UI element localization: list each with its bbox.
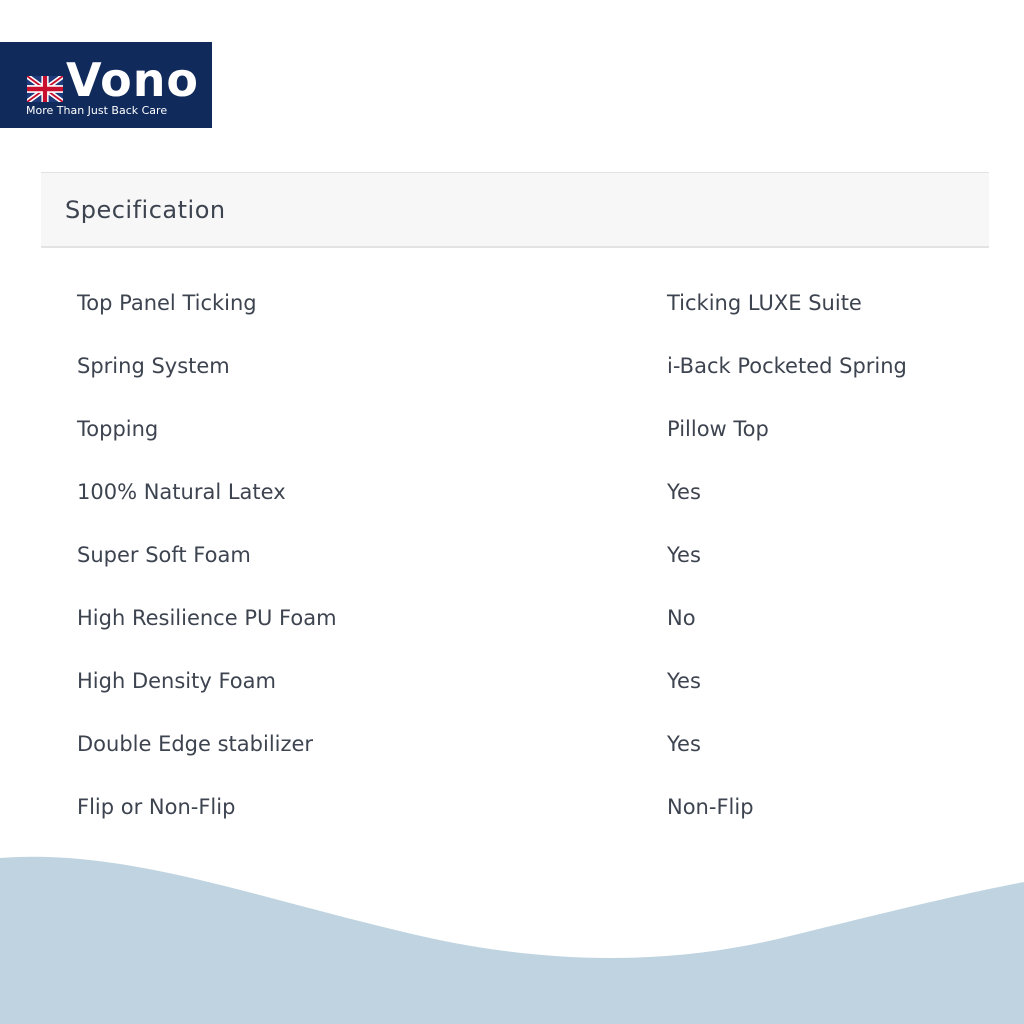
brand-logo [0, 42, 212, 128]
spec-row [0, 272, 1024, 335]
spec-row [0, 461, 1024, 524]
specification-header [41, 172, 989, 248]
decorative-wave [0, 840, 1024, 1024]
spec-label: High Density Foam [77, 669, 276, 693]
spec-value: Pillow Top [667, 417, 769, 441]
spec-value: Yes [667, 480, 701, 504]
spec-value: Yes [667, 543, 701, 567]
spec-label: Top Panel Ticking [77, 291, 257, 315]
spec-value: No [667, 606, 696, 630]
brand-name: Vono [66, 53, 200, 107]
spec-label: 100% Natural Latex [77, 480, 286, 504]
spec-value: Non-Flip [667, 795, 754, 819]
spec-label: Double Edge stabilizer [77, 732, 314, 756]
spec-value: Ticking LUXE Suite [667, 291, 862, 315]
spec-row [0, 587, 1024, 650]
spec-row [0, 650, 1024, 713]
spec-label: Super Soft Foam [77, 543, 251, 567]
spec-row [0, 713, 1024, 776]
spec-label: Spring System [77, 354, 230, 378]
spec-label: Flip or Non-Flip [77, 795, 236, 819]
spec-value: Yes [667, 732, 701, 756]
spec-row [0, 776, 1024, 839]
wave-shape [0, 857, 1024, 1024]
spec-row [0, 524, 1024, 587]
spec-row [0, 335, 1024, 398]
spec-row [0, 398, 1024, 461]
union-jack-flag-icon [27, 76, 63, 102]
spec-label: High Resilience PU Foam [77, 606, 337, 630]
spec-value: Yes [667, 669, 701, 693]
specification-table [0, 272, 1024, 839]
brand-tagline: More Than Just Back Care [26, 104, 168, 117]
specification-title: Specification [65, 196, 226, 224]
spec-label: Topping [77, 417, 159, 441]
spec-value: i-Back Pocketed Spring [667, 354, 907, 378]
